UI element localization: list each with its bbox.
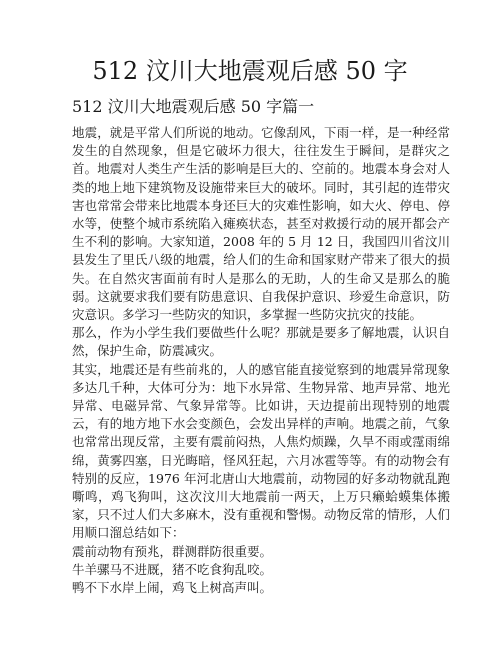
paragraph-question: 那么，作为小学生我们要做些什么呢？那就是要多了解地震，认识自然，保护生命，防震减灾。 [72,325,450,359]
paragraph-intro: 地震，就是平常人们所说的地动。它像刮风，下雨一样，是一种经常发生的自然现象，但是它破坏力很大，往往发生于瞬间，是群灾之首。地震对人类生产生活的影响是巨大的、空前的。地震本身会对人类的地上地下建筑物及设施带来巨大的破坏。同时，其引起的连带灾害也常常会带来比地震本身还巨大的灾难性影响，如大火、停电、停水等，使整个城市系统陷入瘫痪状态，甚至对救援行动的展开都会产生不利的影响。大家知道，2008 年的 5 月 12 日，我国四川省汶川县发生了里氏八级的地震，给人们的生命和国家财产带来了很大的损失。在自然灾害面前有时人是那么的无助，人的生命又是那么的脆弱。这就要求我们要有防患意识、自我保护意识、珍爱生命意识，防灾意识。多学习一些防灾的知识，多掌握一些防灾抗灾的技能。 [72,125,450,323]
document-title: 512 汶川大地震观后感 50 字 [92,57,408,85]
rhyme-line-1: 震前动物有预兆，群测群防很重要。 [72,543,273,559]
paragraph-precursors: 其实，地震还是有些前兆的，人的感官能直接觉察到的地震异常现象多达几千种，大体可分为：地下水异常、生物异常、地声异常、地光异常、电磁异常、气象异常等。比如讲，天边提前出现特别的地震云，有的地方地下水会变颜色，会发出异样的声响。地震之前，气象也常常出现反常，主要有震前闷热，人焦灼烦躁，久旱不雨或霪雨绵绵，黄雾四塞，日光晦暗，怪风狂起，六月冰雹等等。有的动物会有特别的反应，1976 年河北唐山大地震前，动物园的好多动物就乱跑嘶鸣，鸡飞狗叫，这次汶川大地震前一两天，上万只癞蛤蟆集体搬家，只不过人们大多麻木，没有重视和警惕。动物反常的情形，人们用顺口溜总结如下： [72,361,450,541]
section-heading: 512 汶川大地震观后感 50 字篇一 [72,97,315,116]
rhyme-line-3: 鸭不下水岸上闹，鸡飞上树高声叫。 [72,580,273,596]
rhyme-line-2: 牛羊骡马不进厩，猪不吃食狗乱咬。 [72,561,273,577]
document-body [72,124,450,597]
